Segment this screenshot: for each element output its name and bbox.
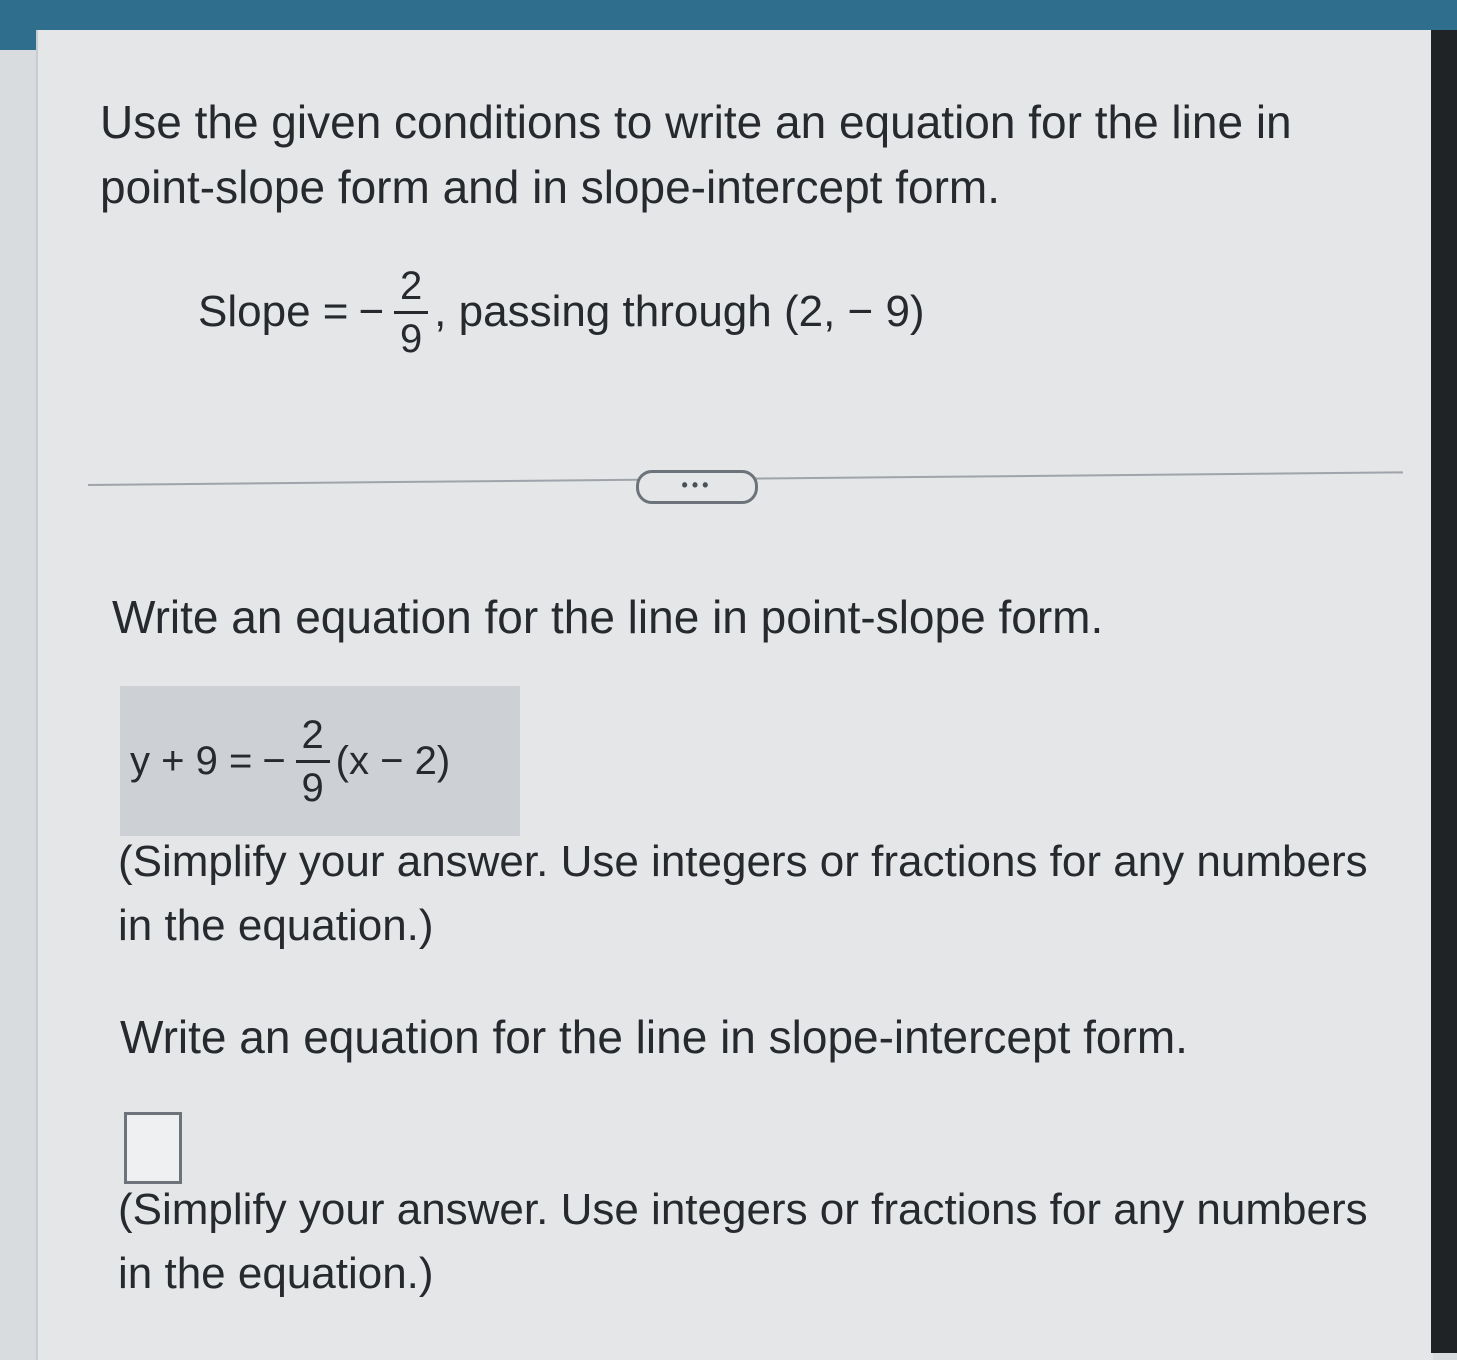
- slope-intercept-prompt: Write an equation for the line in slope-intercept form.: [120, 1011, 1188, 1063]
- slope-sign: −: [358, 287, 385, 336]
- answer-rhs: (x − 2): [335, 738, 451, 783]
- fraction-bar: [296, 760, 330, 763]
- slope-denominator: 9: [400, 316, 423, 361]
- answer-fraction: [296, 712, 330, 811]
- fraction-bar: [394, 311, 428, 314]
- answer-denominator: 9: [301, 765, 324, 810]
- slope-fraction: [394, 263, 428, 362]
- answer-lhs: y + 9 =: [130, 738, 253, 783]
- screen-bezel: [1431, 30, 1457, 1353]
- slope-intercept-hint: (Simplify your answer. Use integers or fractions for any numbers in the equation.): [118, 1185, 1368, 1298]
- slope-label: Slope =: [198, 287, 349, 336]
- slope-numerator: 2: [400, 263, 423, 308]
- point-slope-answer[interactable]: [120, 686, 520, 836]
- slope-intercept-input[interactable]: [124, 1112, 182, 1184]
- answer-sign: −: [262, 738, 286, 783]
- answer-numerator: 2: [301, 712, 324, 757]
- question-panel: [36, 30, 1433, 1360]
- point-slope-prompt: Write an equation for the line in point-slope form.: [112, 591, 1104, 643]
- problem-instruction: Use the given conditions to write an equation for the line in point-slope form and in slope-intercept form.: [100, 96, 1292, 213]
- given-point-text: , passing through (2, − 9): [434, 287, 925, 336]
- given-conditions: [198, 252, 925, 372]
- expand-more-button[interactable]: •••: [636, 470, 758, 504]
- point-slope-hint: (Simplify your answer. Use integers or fractions for any numbers in the equation.): [118, 837, 1368, 950]
